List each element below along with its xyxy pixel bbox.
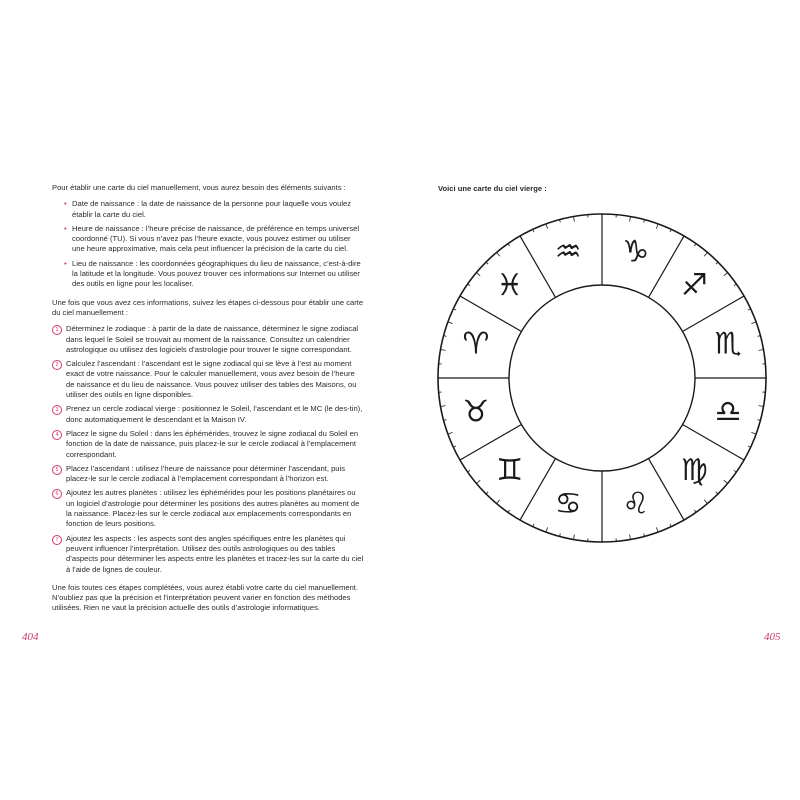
step-text: Placez le signe du Soleil : dans les éphémérides, trouvez le signe zodiacal du Soleil en fonction de la date de naissance, puis placez-le sur le cercle zodiacal à l’emplacement correspondant. (66, 428, 359, 459)
degree-tick (630, 535, 631, 540)
chart-intro-title: Voici une carte du ciel vierge : (438, 184, 547, 193)
page-number-left: 404 (22, 631, 39, 643)
scorpio-icon: ♏ (714, 326, 742, 362)
degree-tick (656, 527, 658, 532)
degree-tick (476, 273, 480, 276)
degree-tick (440, 406, 445, 407)
capricorn-icon: ♑ (622, 234, 650, 270)
step-number-badge: 4 (52, 430, 62, 440)
degree-tick (476, 480, 480, 483)
taurus-icon: ♉ (462, 394, 490, 430)
degree-tick (716, 492, 718, 494)
requirements-list (52, 199, 364, 289)
degree-tick (497, 252, 500, 256)
degree-tick (486, 492, 488, 494)
degree-tick (759, 406, 764, 407)
requirement-item: • Date de naissance : la date de naissance de la personne pour laquelle vous voulez établir la carte du ciel. (52, 199, 364, 220)
step-number-badge: 6 (52, 489, 62, 499)
blank-birth-chart-wheel (436, 212, 768, 544)
left-page-body (52, 183, 364, 614)
libra-icon: ♎ (714, 394, 742, 430)
degree-tick (546, 224, 548, 229)
step-text: Prenez un cercle zodiacal vierge : positionnez le Soleil, l’ascendant et le MC (le des-tin), donc automatiquement le descendant et la Maison IV. (66, 404, 363, 424)
step-item (52, 534, 364, 575)
step-number-badge: 7 (52, 535, 62, 545)
step-number-badge: 3 (52, 405, 62, 415)
degree-tick (704, 500, 707, 504)
degree-tick (486, 262, 488, 264)
house-divider (520, 459, 556, 520)
step-number-badge: 5 (52, 465, 62, 475)
degree-tick (751, 322, 756, 324)
steps-list (52, 324, 364, 575)
house-divider (520, 236, 556, 297)
aries-icon: ♈ (462, 326, 490, 362)
step-text: Ajoutez les autres planètes : utilisez les éphémérides pour les positions planétaires ou un logiciel d’astrologie pour déterminer les positions des autres planètes au moment de la naissance. Placez-les sur le cercle zodiacal aux emplacements correspondants en fonction de leurs positions. (66, 488, 360, 529)
step-item (52, 429, 364, 460)
intro-paragraph: Pour établir une carte du ciel manuellement, vous aurez besoin des éléments suivants : (52, 183, 346, 192)
degree-tick (751, 432, 756, 434)
step-item (52, 359, 364, 400)
step-text: Calculez l’ascendant : l’ascendant est le signe zodiacal qui se lève à l’est au moment exact de votre naissance. Pour le calculer manuellement, vous avez besoin de l’heure de naissance et du lieu de naissance. Vous pouvez utiliser des tables des Maisons, ou utiliser des outils en ligne disponibles. (66, 359, 357, 400)
house-divider (649, 236, 685, 297)
degree-tick (716, 262, 718, 264)
step-item (52, 464, 364, 485)
degree-tick (497, 500, 500, 504)
degree-tick (448, 322, 453, 324)
degree-tick (724, 480, 728, 483)
requirement-item: • Lieu de naissance : les coordonnées géographiques du lieu de naissance, c’est-à-dire la latitude et la longitude. Vous pouvez trouver ces informations sur Internet ou utiliser des outils en ligne pour les localiser. (52, 259, 364, 290)
degree-tick (630, 216, 631, 221)
pisces-icon: ♓ (496, 268, 524, 304)
step-item (52, 404, 364, 425)
degree-tick (574, 535, 575, 540)
step-text: Ajoutez les aspects : les aspects sont des angles spécifiques entre les planètes qui peuvent influencer l’interprétation. Utilisez des outils astrologiques ou des tables d’aspects pour déterminer les aspects entre les planètes et tracez-les sur la carte du ciel à l’aide de lignes de couleur. (66, 533, 364, 574)
step-text: Placez l’ascendant : utilisez l’heure de naissance pour déterminer l’ascendant, puis placez-le sur le cercle zodiacal à l’emplacement correspondant à l’horizon est. (66, 463, 346, 484)
degree-tick (448, 432, 453, 434)
step-number-badge: 2 (52, 360, 62, 370)
step-text: Déterminez le zodiaque : à partir de la date de naissance, déterminez le signe zodiacal dans lequel le Soleil se trouvait au moment de la naissance. Consultez un calendrier astrologique ou utilisez des logiciels d’astrologie pour trouver le signe correspondant. (66, 324, 359, 354)
aquarius-icon: ♒ (554, 234, 582, 270)
step-item (52, 324, 364, 355)
inner-ring (509, 285, 695, 471)
degree-tick (574, 216, 575, 221)
step-item (52, 488, 364, 529)
degree-tick (724, 273, 728, 276)
degree-tick (704, 252, 707, 256)
degree-tick (546, 527, 548, 532)
cancer-icon: ♋ (554, 486, 582, 522)
requirement-item: • Heure de naissance : l’heure précise de naissance, de préférence en temps universel coordonné (TU). Si vous n’avez pas l’heure exacte, vous pouvez estimer ou utiliser une heure approximative, mais cela peut influencer la précision de la carte du ciel. (52, 224, 364, 255)
page-number-right: 405 (764, 631, 781, 643)
step-number-badge: 1 (52, 325, 62, 335)
virgo-icon: ♍ (680, 452, 708, 488)
degree-tick (656, 224, 658, 229)
degree-tick (440, 350, 445, 351)
degree-tick (759, 350, 764, 351)
steps-intro-paragraph: Une fois que vous avez ces informations, suivez les étapes ci-dessous pour établir une carte du ciel manuellement : (52, 297, 364, 317)
sagittarius-icon: ♐ (680, 268, 708, 304)
leo-icon: ♌ (622, 486, 650, 522)
outro-paragraph: Une fois toutes ces étapes complétées, vous aurez établi votre carte du ciel manuellement. N’oubliez pas que la précision et l’interprétation peuvent varier en fonction des méthodes utilisées. Rien ne vaut la précision actuelle des outils d’astrologie informatiques. (52, 582, 359, 613)
gemini-icon: ♊ (496, 452, 524, 488)
house-divider (649, 459, 685, 520)
